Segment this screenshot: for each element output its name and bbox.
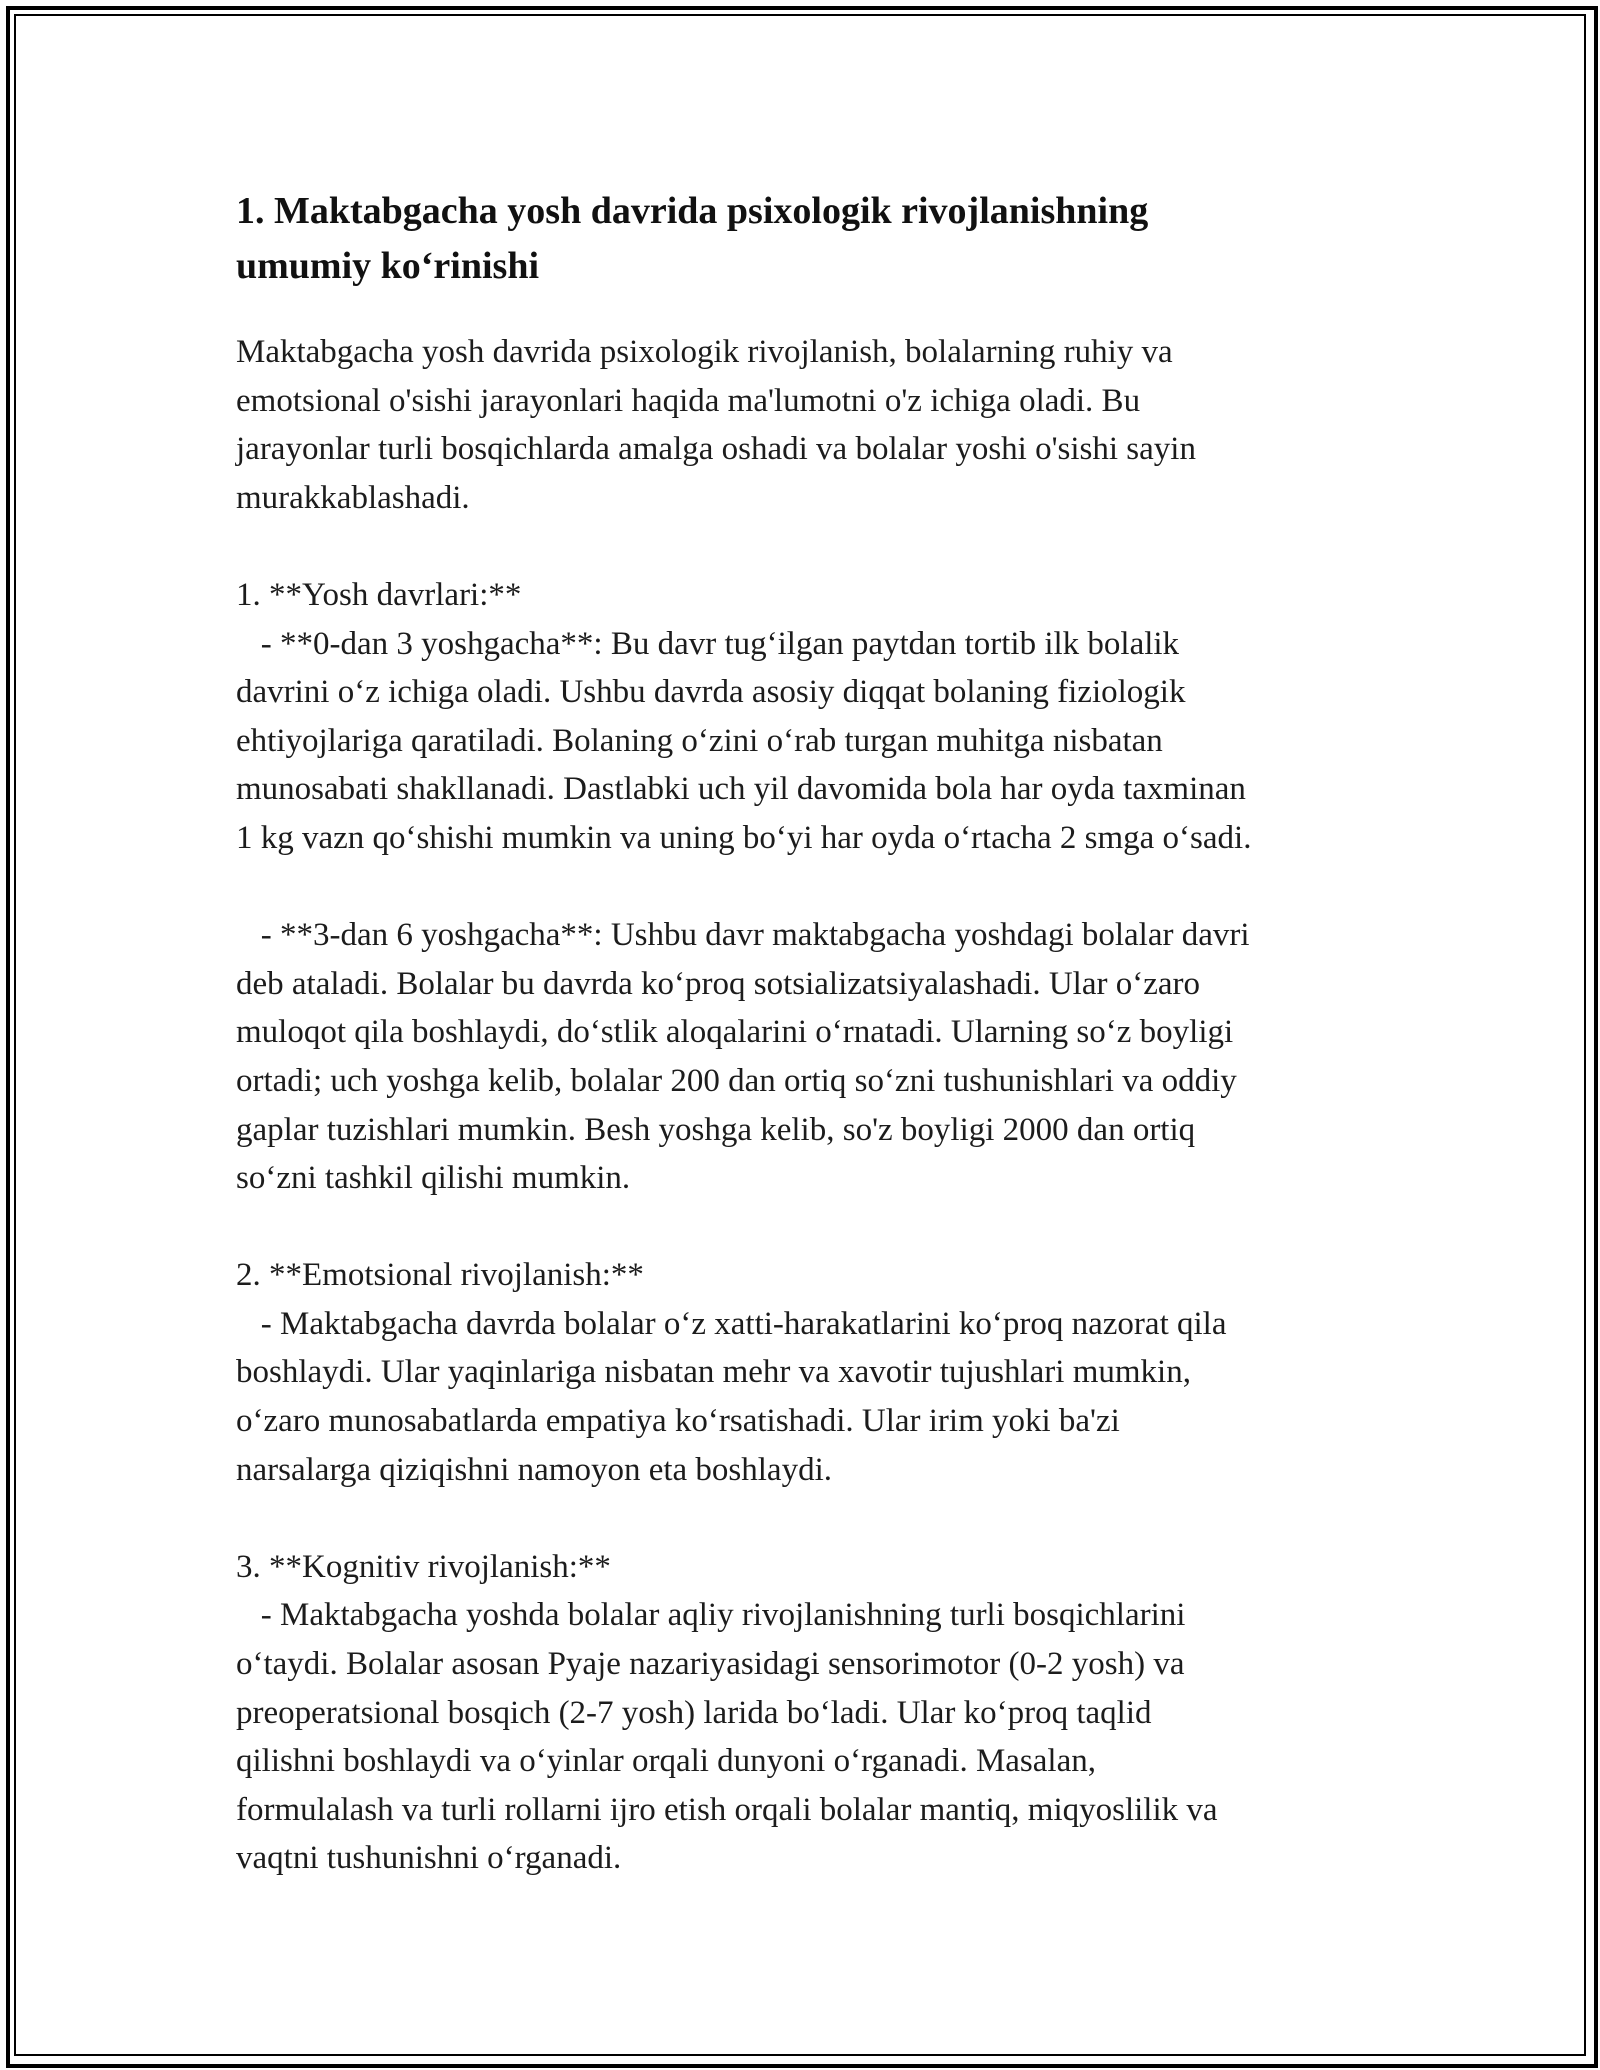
text-line: preoperatsional bosqich (2-7 yosh) larida bo‘ladi. Ular ko‘proq taqlid: [236, 1694, 1152, 1731]
text-line: qilishni boshlaydi va o‘yinlar orqali dunyoni o‘rganadi. Masalan,: [236, 1743, 1096, 1780]
text-line: - Maktabgacha yoshda bolalar aqliy rivojlanishning turli bosqichlarini: [236, 1597, 1186, 1634]
title-line: 1. Maktabgacha yosh davrida psixologik rivojlanishning: [236, 190, 1149, 232]
text-line: vaqtni tushunishni o‘rganadi.: [236, 1840, 622, 1877]
section-age-periods: [236, 571, 1396, 863]
intro-paragraph: [236, 328, 1396, 522]
paragraph-gap: [236, 863, 1396, 912]
text-line: jarayonlar turli bosqichlarda amalga oshadi va bolalar yoshi o'sishi sayin: [236, 431, 1196, 468]
section-heading: 3. **Kognitiv rivojlanish:**: [236, 1548, 611, 1585]
section-emotional: [236, 1251, 1396, 1494]
document-body: [236, 184, 1396, 1883]
text-line: o‘taydi. Bolalar asosan Pyaje nazariyasidagi sensorimotor (0-2 yosh) va: [236, 1646, 1185, 1683]
section-age-3-6: [236, 911, 1396, 1203]
text-line: o‘zaro munosabatlarda empatiya ko‘rsatishadi. Ular irim yoki ba'zi: [236, 1403, 1120, 1440]
text-line: muloqot qila boshlaydi, do‘stlik aloqalarini o‘rnatadi. Ularning so‘z boyligi: [236, 1014, 1234, 1051]
paragraph-gap: [236, 522, 1396, 571]
paragraph-gap: [236, 1203, 1396, 1252]
text-line: gaplar tuzishlari mumkin. Besh yoshga kelib, so'z boyligi 2000 dan ortiq: [236, 1111, 1196, 1148]
section-heading: 2. **Emotsional rivojlanish:**: [236, 1257, 644, 1294]
title-line: umumiy ko‘rinishi: [236, 245, 540, 287]
section-cognitive: [236, 1543, 1396, 1883]
text-line: boshlaydi. Ular yaqinlariga nisbatan mehr va xavotir tujushlari mumkin,: [236, 1354, 1191, 1391]
paragraph-gap: [236, 1494, 1396, 1543]
text-line: deb ataladi. Bolalar bu davrda ko‘proq sotsializatsiyalashadi. Ular o‘zaro: [236, 965, 1200, 1002]
text-line: so‘zni tashkil qilishi mumkin.: [236, 1160, 631, 1197]
section-heading: 1. **Yosh davrlari:**: [236, 576, 522, 613]
text-line: murakkablashadi.: [236, 479, 470, 516]
document-title: [236, 184, 1396, 294]
text-line: munosabati shakllanadi. Dastlabki uch yil davomida bola har oyda taxminan: [236, 771, 1246, 808]
text-line: Maktabgacha yosh davrida psixologik rivojlanish, bolalarning ruhiy va: [236, 334, 1173, 370]
text-line: - Maktabgacha davrda bolalar o‘z xatti-harakatlarini ko‘proq nazorat qila: [236, 1305, 1227, 1342]
text-line: 1 kg vazn qo‘shishi mumkin va uning bo‘yi har oyda o‘rtacha 2 smga o‘sadi.: [236, 819, 1252, 856]
text-line: - **3-dan 6 yoshgacha**: Ushbu davr maktabgacha yoshdagi bolalar davri: [236, 917, 1250, 954]
text-line: ehtiyojlariga qaratiladi. Bolaning o‘zini o‘rab turgan muhitga nisbatan: [236, 722, 1163, 759]
text-line: narsalarga qiziqishni namoyon eta boshlaydi.: [236, 1451, 832, 1488]
text-line: ortadi; uch yoshga kelib, bolalar 200 dan ortiq so‘zni tushunishlari va oddiy: [236, 1062, 1237, 1099]
text-line: davrini o‘z ichiga oladi. Ushbu davrda asosiy diqqat bolaning fiziologik: [236, 674, 1186, 711]
text-line: formulalash va turli rollarni ijro etish orqali bolalar mantiq, miqyoslilik va: [236, 1791, 1218, 1828]
text-line: emotsional o'sishi jarayonlari haqida ma'lumotni o'z ichiga oladi. Bu: [236, 382, 1141, 419]
text-line: - **0-dan 3 yoshgacha**: Bu davr tug‘ilgan paytdan tortib ilk bolalik: [236, 625, 1180, 662]
